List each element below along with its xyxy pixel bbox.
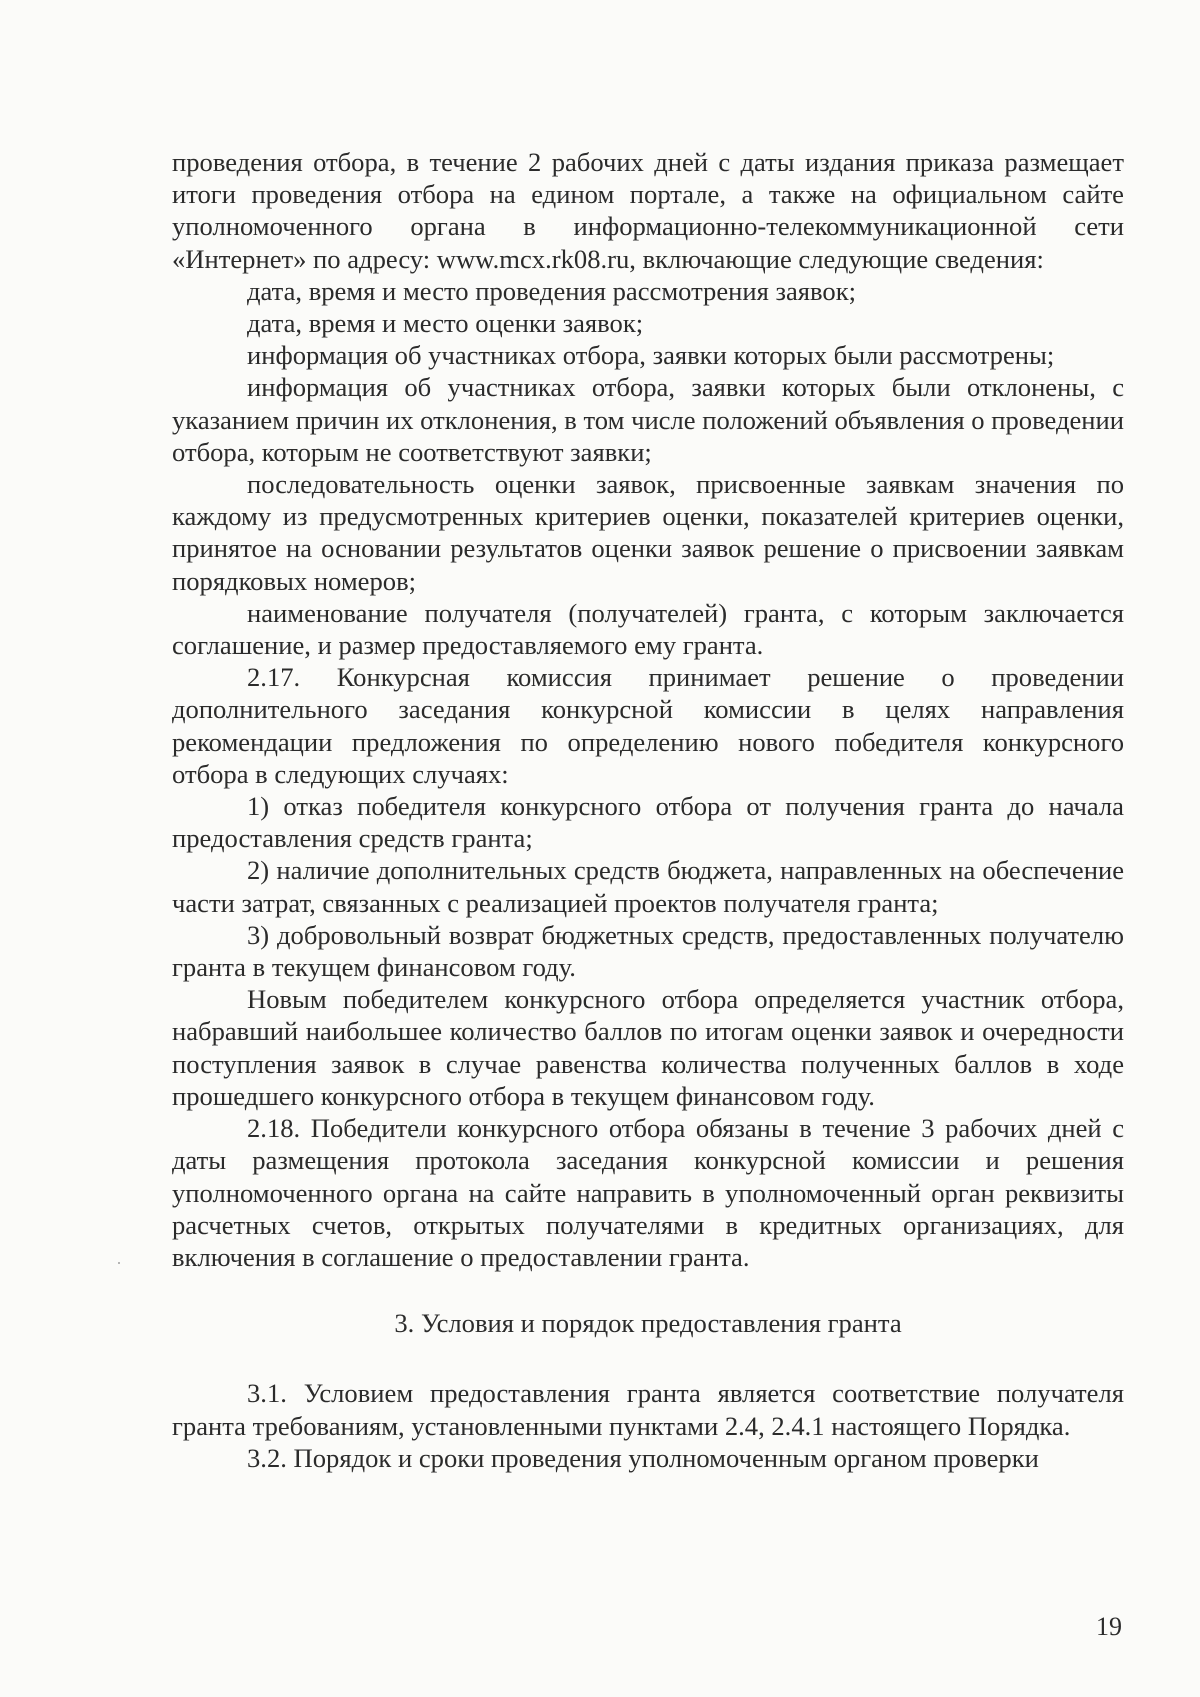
- paragraph-continuation: проведения отбора, в течение 2 рабочих дней с даты издания приказа размещает итоги проведения отбора на едином портале, а также на официальном сайте уполномоченного органа в информационно-телекоммуникационной сети «Интернет» по адресу: www.mcx.rk08.ru, включающие следующие сведения:: [172, 147, 1124, 274]
- section-heading: 3. Условия и порядок предоставления гранта: [394, 1308, 902, 1339]
- list-item-case-1: 1) отказ победителя конкурсного отбора от получения гранта до начала предоставления средств гранта;: [172, 791, 1124, 854]
- paragraph-new-winner: Новым победителем конкурсного отбора определяется участник отбора, набравший наибольшее количество баллов по итогам оценки заявок и очередности поступления заявок в случае равенства количества полученных баллов в ходе прошедшего конкурсного отбора в текущем финансовом году.: [172, 984, 1124, 1111]
- scan-dot: [118, 1262, 120, 1264]
- list-item-grant-recipient: наименование получателя (получателей) гранта, с которым заключается соглашение, и размер предоставляемого ему гранта.: [172, 597, 1124, 661]
- list-item-case-3: 3) добровольный возврат бюджетных средств, предоставленных получателю гранта в текущем финансовом году.: [172, 919, 1124, 983]
- document-body: [172, 146, 1124, 1474]
- list-item-evaluation-sequence: последовательность оценки заявок, присвоенные заявкам значения по каждому из предусмотренных критериев оценки, показателей критериев оценки, принятое на основании результатов оценки заявок решение о присвоении заявкам порядковых номеров;: [172, 469, 1124, 596]
- paragraph-2-17: 2.17. Конкурсная комиссия принимает решение о проведении дополнительного заседания конкурсной комиссии в целях направления рекомендации предложения по определению нового победителя конкурсного отбора в следующих случаях:: [172, 662, 1124, 789]
- list-item-reviewed-participants: информация об участниках отбора, заявки которых были рассмотрены;: [247, 340, 1055, 371]
- paragraph-3-2: 3.2. Порядок и сроки проведения уполномоченным органом проверки: [247, 1442, 1039, 1473]
- list-item-case-2: 2) наличие дополнительных средств бюджета, направленных на обеспечение части затрат, связанных с реализацией проектов получателя гранта;: [172, 855, 1124, 918]
- list-item-evaluation-date: дата, время и место оценки заявок;: [247, 308, 644, 339]
- list-item-rejected-participants: информация об участниках отбора, заявки которых были отклонены, с указанием причин их отклонения, в том числе положений объявления о проведении отбора, которым не соответствуют заявки;: [172, 372, 1124, 467]
- page-number: 19: [1096, 1612, 1122, 1641]
- list-item-review-date: дата, время и место проведения рассмотрения заявок;: [247, 275, 857, 306]
- paragraph-2-18: 2.18. Победители конкурсного отбора обязаны в течение 3 рабочих дней с даты размещения протокола заседания конкурсной комиссии и решения уполномоченного органа на сайте направить в уполномоченный орган реквизиты расчетных счетов, открытых получателями в кредитных организациях, для включения в соглашение о предоставлении гранта.: [172, 1113, 1124, 1272]
- paragraph-3-1: 3.1. Условием предоставления гранта является соответствие получателя гранта требованиям, установленными пунктами 2.4, 2.4.1 настоящего Порядка.: [172, 1378, 1124, 1441]
